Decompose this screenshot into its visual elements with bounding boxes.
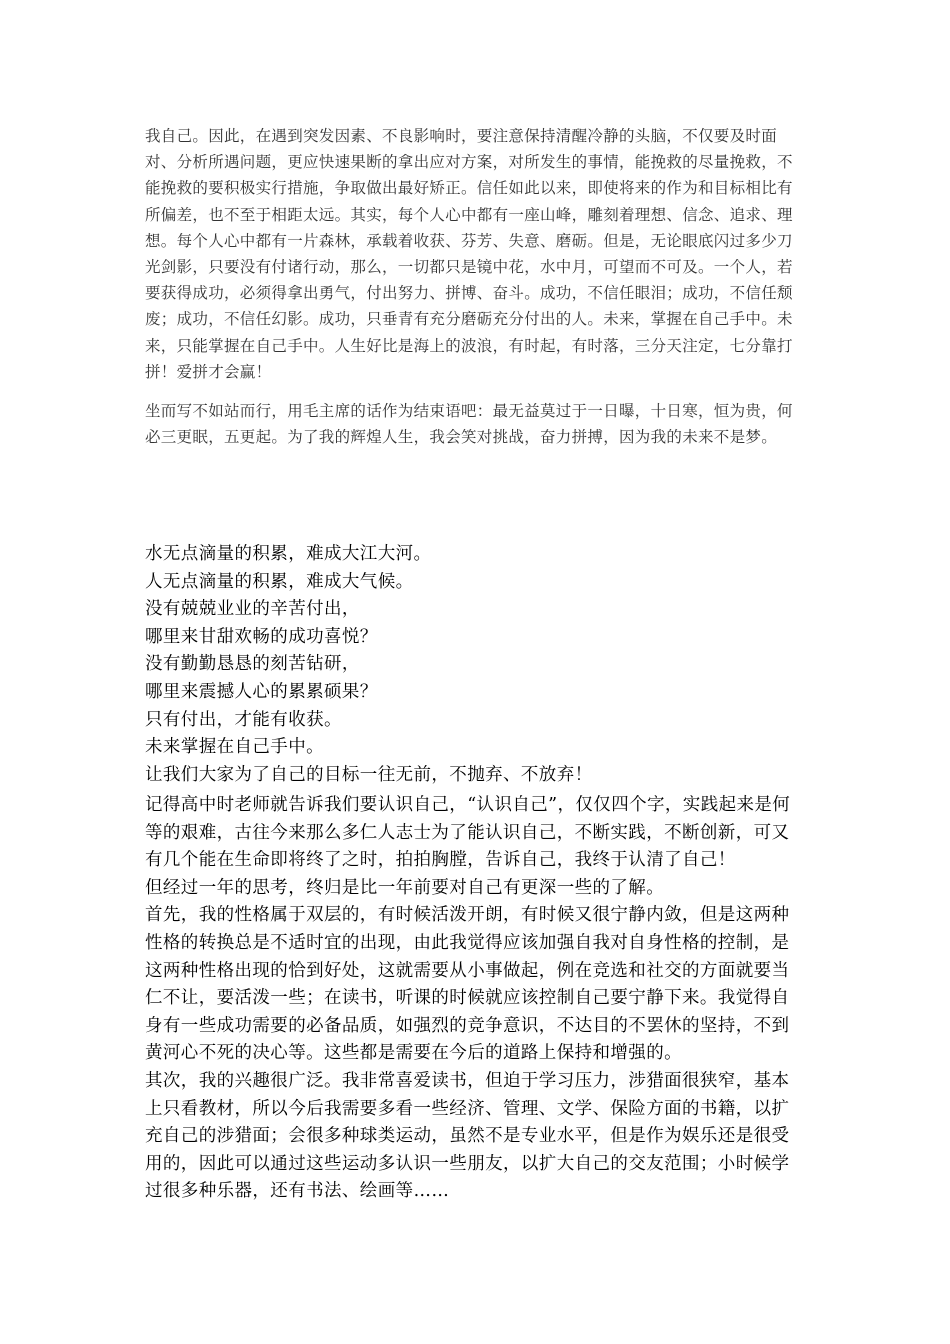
poem-line: 人无点滴量的积累，难成大气候。 [145,571,414,592]
paragraph-closing-remarks: 坐而写不如站而行，用毛主席的话作为结束语吧：最无益莫过于一日曝，十日寒，恒为贵，何必三更眠，五更起。为了我的辉煌人生，我会笑对挑战，奋力拼搏，因为我的未来不是梦。 [145,402,793,447]
poem-block [145,541,805,789]
poem-line: 哪里来震撼人心的累累硕果？ [145,681,378,702]
essay-paragraph-reflection: 但经过一年的思考，终归是比一年前要对自己有更深一些的了解。 [145,877,665,898]
essay-paragraph-know-yourself: 记得高中时老师就告诉我们要认识自己，“认识自己”，仅仅四个字，实践起来是何等的艰难，古往今来那么多仁人志士为了能认识自己，不断实践，不断创新，可又有几个能在生命即将终了之时，拍拍胸膛，告诉自己，我终于认清了自己！ [145,795,791,871]
poem-line: 哪里来甘甜欢畅的成功喜悦？ [145,626,378,647]
poem-line: 未来掌握在自己手中。 [145,737,324,758]
poem-line: 只有付出，才能有收获。 [145,709,342,730]
essay-block [145,792,805,1206]
essay-paragraph-interests: 其次，我的兴趣很广泛。我非常喜爱读书，但迫于学习压力，涉猎面很狭窄，基本上只看教材，所以今后我需要多看一些经济、管理、文学、保险方面的书籍，以扩充自己的涉猎面；会很多种球类运动，虽然不是专业水平，但是作为娱乐还是很受用的，因此可以通过这些运动多认识一些朋友，以扩大自己的交友范围；小时候学过很多种乐器，还有书法、绘画等…… [145,1070,790,1202]
poem-line: 没有勤勤恳恳的刻苦钻研， [145,654,360,675]
poem-line: 让我们大家为了自己的目标一往无前，不抛弃、不放弃！ [145,764,593,785]
poem-line: 水无点滴量的积累，难成大江大河。 [145,544,432,564]
poem-line: 没有兢兢业业的辛苦付出， [145,599,360,620]
paragraph-success-reflection: 我自己。因此，在遇到突发因素、不良影响时，要注意保持清醒冷静的头脑，不仅要及时面对、分析所遇问题，更应快速果断的拿出应对方案，对所发生的事情，能挽救的尽量挽救，不能挽救的要积极实行措施，争取做出最好矫正。信任如此以来，即使将来的作为和目标相比有所偏差，也不至于相距太远。其实，每个人心中都有一座山峰，雕刻着理想、信念、追求、理想。每个人心中都有一片森林，承载着收获、芬芳、失意、磨砺。但是，无论眼底闪过多少刀光剑影，只要没有付诸行动，那么，一切都只是镜中花，水中月，可望而不可及。一个人，若要获得成功，必须得拿出勇气，付出努力、拼博、奋斗。成功，不信任眼泪；成功，不信任颓废；成功，不信任幻影。成功，只垂青有充分磨砺充分付出的人。未来，掌握在自己手中。未来，只能掌握在自己手中。人生好比是海上的波浪，有时起，有时落，三分天注定，七分靠打拼！爱拼才会赢！ [145,127,793,381]
essay-paragraph-personality: 首先，我的性格属于双层的，有时候活泼开朗，有时候又很宁静内敛，但是这两种性格的转换总是不适时宜的出现，由此我觉得应该加强自我对自身性格的控制，是这两种性格出现的恰到好处，这就需要从小事做起，例在竞选和社交的方面就要当仁不让，要活泼一些；在读书，听课的时候就应该控制自己要宁静下来。我觉得自身有一些成功需要的必备品质，如强烈的竞争意识，不达目的不罢休的坚持，不到黄河心不死的决心等。这些都是需要在今后的道路上保持和增强的。 [145,905,790,1064]
